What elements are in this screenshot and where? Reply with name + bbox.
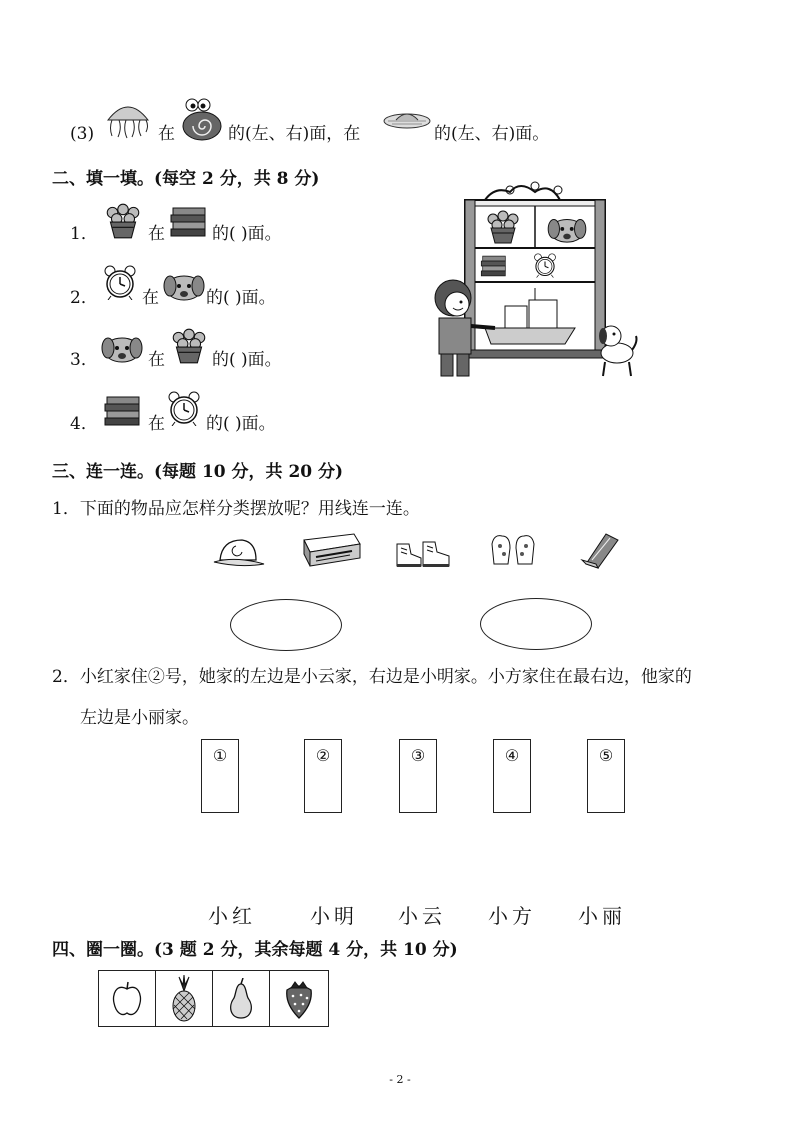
pencil-case-icon (300, 530, 362, 568)
answer-blank[interactable]: 的( )面。 (206, 288, 276, 308)
question-1-text: 1．下面的物品应怎样分类摆放呢？用线连一连。 (52, 499, 420, 519)
house-box-4[interactable] (493, 739, 531, 813)
category-oval-right[interactable] (480, 598, 592, 650)
apple-icon (110, 979, 144, 1019)
item-number: 2． (70, 288, 98, 308)
section-4-title: 四、圈一圈。(3 题 2 分，其余每题 4 分，共 10 分) (52, 940, 458, 960)
puppy-icon (100, 330, 144, 364)
shoes-icon (393, 534, 453, 570)
pear-icon (226, 978, 256, 1020)
text-end: 的(左、右)面。 (434, 124, 550, 144)
name-label[interactable]: 小明 (310, 904, 358, 928)
name-label[interactable]: 小方 (488, 904, 536, 928)
house-box-2[interactable] (304, 739, 342, 813)
text-zai: 在 (148, 350, 165, 370)
answer-blank[interactable]: 的( )面。 (212, 224, 282, 244)
house-number: ② (315, 746, 331, 765)
item-number: 3． (70, 350, 98, 370)
name-label[interactable]: 小红 (208, 904, 256, 928)
name-label[interactable]: 小丽 (578, 904, 626, 928)
house-box-3[interactable] (399, 739, 437, 813)
house-number: ④ (504, 746, 520, 765)
category-oval-left[interactable] (230, 599, 342, 651)
page-number: - 2 - (389, 1073, 411, 1086)
house-box-5[interactable] (587, 739, 625, 813)
fruit-cell[interactable] (213, 971, 270, 1026)
text-zai: 在 (148, 414, 165, 434)
answer-blank[interactable]: 的( )面。 (212, 350, 282, 370)
cap-icon (210, 536, 266, 570)
fruit-grid (98, 970, 329, 1027)
alarm-clock-icon (164, 390, 204, 426)
book-stack-icon (102, 394, 144, 428)
text-zai: 在 (142, 288, 159, 308)
strawberry-icon (281, 978, 317, 1020)
text-zai: 在 (158, 124, 175, 144)
section-2-title: 二、填一填。(每空 2 分，共 8 分) (52, 169, 320, 189)
snail-icon (178, 98, 224, 142)
question-2-text: 2．小红家住②号，她家的左边是小云家，右边是小明家。小方家住在最右边，他家的 (52, 667, 692, 687)
book-icon (578, 530, 622, 570)
flower-pot-icon (168, 328, 210, 364)
text-zai: 在 (148, 224, 165, 244)
book-stack-icon (168, 205, 210, 239)
question-number: (3) (70, 124, 95, 144)
item-number: 4． (70, 414, 98, 434)
pineapple-icon (167, 975, 201, 1023)
house-box-1[interactable] (201, 739, 239, 813)
house-number: ③ (410, 746, 426, 765)
item-number: 1． (70, 224, 98, 244)
fruit-cell[interactable] (99, 971, 156, 1026)
alarm-clock-icon (100, 264, 140, 300)
question-2-text-cont: 左边是小丽家。 (80, 708, 199, 728)
house-number: ⑤ (598, 746, 614, 765)
section-3-title: 三、连一连。(每题 10 分，共 20 分) (52, 462, 344, 482)
fruit-cell[interactable] (156, 971, 213, 1026)
fruit-cell[interactable] (270, 971, 327, 1026)
house-number: ① (212, 746, 228, 765)
bookshelf-scene-icon (425, 178, 640, 383)
puppy-icon (162, 268, 206, 302)
jellyfish-icon (102, 98, 154, 140)
text-mid: 的(左、右)面，在 (228, 124, 361, 144)
name-label[interactable]: 小云 (398, 904, 446, 928)
mittens-icon (486, 532, 542, 570)
flower-pot-icon (102, 203, 144, 239)
answer-blank[interactable]: 的( )面。 (206, 414, 276, 434)
straw-hat-icon (382, 108, 432, 130)
